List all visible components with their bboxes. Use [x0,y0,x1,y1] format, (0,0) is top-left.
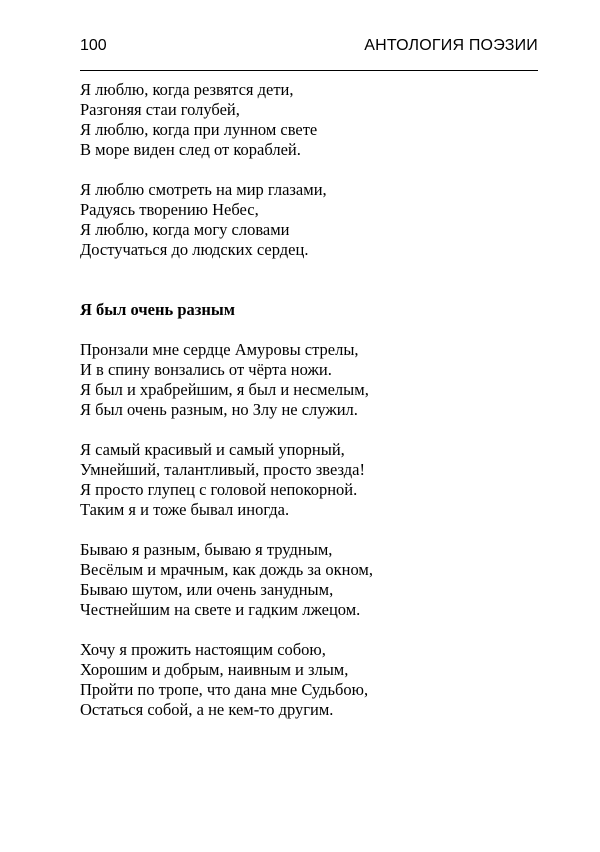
poem-line: В море виден след от кораблей. [80,140,301,159]
poem2-stanza-2 [80,440,540,520]
poem-line: Достучаться до людских сердец. [80,240,309,259]
poem-title: Я был очень разным [80,300,236,319]
poem-line: Бываю шутом, или очень занудным, [80,580,334,599]
poem-line: Честнейшим на свете и гадким лжецом. [80,600,361,619]
poem2-stanza-4 [80,640,540,720]
poem2-stanza-1 [80,340,540,420]
stanza-gap [80,420,540,440]
poem-line: Я люблю, когда при лунном свете [80,120,318,139]
title-gap [80,320,540,340]
running-title: АНТОЛОГИЯ ПОЭЗИИ [364,37,538,54]
poem-line: Хорошим и добрым, наивным и злым, [80,660,349,679]
poem-line: Я самый красивый и самый упорный, [80,440,345,459]
poem-line: Я люблю, когда могу словами [80,220,290,239]
poem-line: Разгоняя стаи голубей, [80,100,240,119]
poem2-stanza-3 [80,540,540,620]
page-number: 100 [80,37,107,54]
poem-line: Хочу я прожить настоящим собою, [80,640,326,659]
poem-line: Я просто глупец с головой непокорной. [80,480,358,499]
poem-line: Я был и храбрейшим, я был и несмелым, [80,380,369,399]
poem-line: Бываю я разным, бываю я трудным, [80,540,333,559]
poem-line: Пронзали мне сердце Амуровы стрелы, [80,340,359,359]
stanza-gap [80,620,540,640]
poem1-stanza-1 [80,80,540,160]
poem-gap [80,260,540,300]
poem-line: Остаться собой, а не кем-то другим. [80,700,334,719]
poem-line: Я люблю смотреть на мир глазами, [80,180,327,199]
stanza-gap [80,520,540,540]
page-content [80,80,540,720]
poem-line: Пройти по тропе, что дана мне Судьбою, [80,680,369,699]
page-header [80,36,538,71]
poem-line: Я был очень разным, но Злу не служил. [80,400,358,419]
poem-line: Радуясь творению Небес, [80,200,259,219]
poem1-stanza-2 [80,180,540,260]
stanza-gap [80,160,540,180]
poem-line: И в спину вонзались от чёрта ножи. [80,360,332,379]
poem-line: Умнейший, талантливый, просто звезда! [80,460,365,479]
poem-line: Таким я и тоже бывал иногда. [80,500,290,519]
poem-line: Весёлым и мрачным, как дождь за окном, [80,560,373,579]
poem-line: Я люблю, когда резвятся дети, [80,80,294,99]
